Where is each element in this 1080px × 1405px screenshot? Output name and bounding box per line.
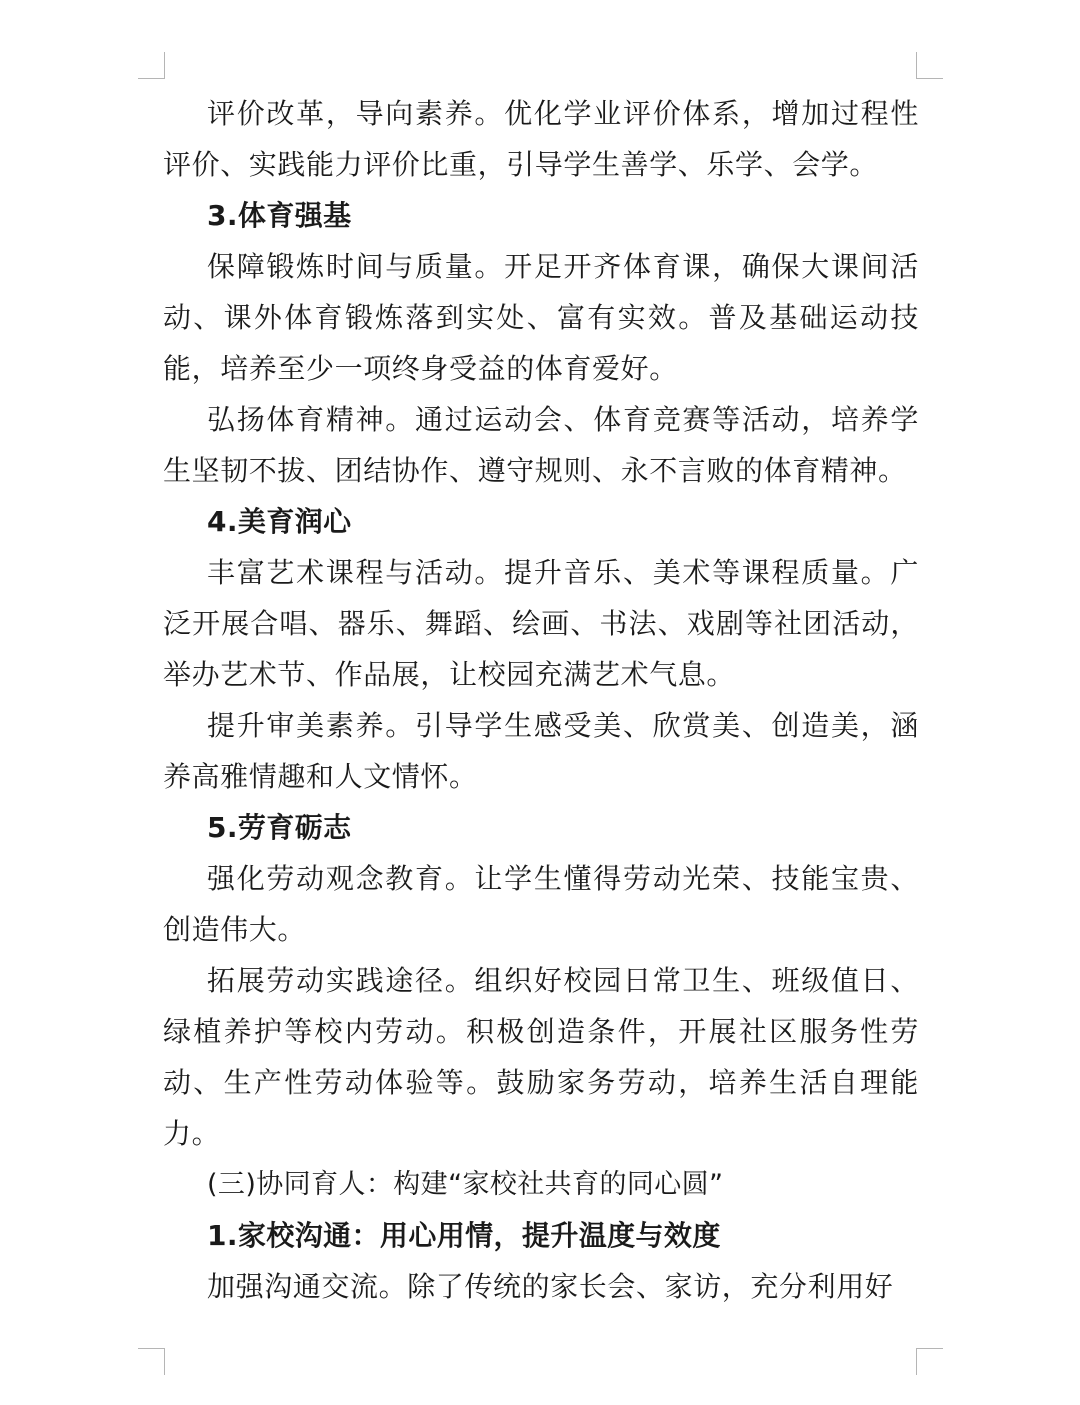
page-corner-mark-bottom-right [916,1348,943,1375]
paragraph-communication: 加强沟通交流。除了传统的家长会、家访，充分利用好 [207,1270,894,1303]
heading-home-school: 1.家校沟通：用心用情，提升温度与效度 [207,1219,721,1252]
paragraph-art-courses: 丰富艺术课程与活动。提升音乐、美术等课程质量。广泛开展合唱、器乐、舞蹈、绘画、书法、戏剧等社团活动，举办艺术节、作品展，让校园充满艺术气息。 [163,556,919,691]
paragraph-labor-practice: 拓展劳动实践途径。组织好校园日常卫生、班级值日、绿植养护等校内劳动。积极创造条件，开展社区服务性劳动、生产性劳动体验等。鼓励家务劳动，培养生活自理能力。 [163,964,919,1150]
page-corner-mark-top-right [916,52,943,79]
paragraph-labor-concept: 强化劳动观念教育。让学生懂得劳动光荣、技能宝贵、创造伟大。 [163,862,919,946]
page-corner-mark-top-left [138,52,165,79]
paragraph-exercise-time: 保障锻炼时间与质量。开足开齐体育课，确保大课间活动、课外体育锻炼落到实处、富有实效。普及基础运动技能，培养至少一项终身受益的体育爱好。 [163,250,919,385]
page-corner-mark-bottom-left [138,1348,165,1375]
heading-labor: 5.劳育砺志 [207,811,352,844]
section-title-collaboration: (三)协同育人：构建“家校社共育的同心圆” [207,1169,724,1200]
paragraph-evaluation-reform: 评价改革，导向素养。优化学业评价体系，增加过程性评价、实践能力评价比重，引导学生善学、乐学、会学。 [163,97,919,181]
heading-aesthetic: 4.美育润心 [207,505,352,538]
document-body [163,88,919,1312]
paragraph-aesthetic-literacy: 提升审美素养。引导学生感受美、欣赏美、创造美，涵养高雅情趣和人文情怀。 [163,709,919,793]
heading-pe: 3.体育强基 [207,199,352,232]
paragraph-sports-spirit: 弘扬体育精神。通过运动会、体育竞赛等活动，培养学生坚韧不拔、团结协作、遵守规则、永不言败的体育精神。 [163,403,919,487]
